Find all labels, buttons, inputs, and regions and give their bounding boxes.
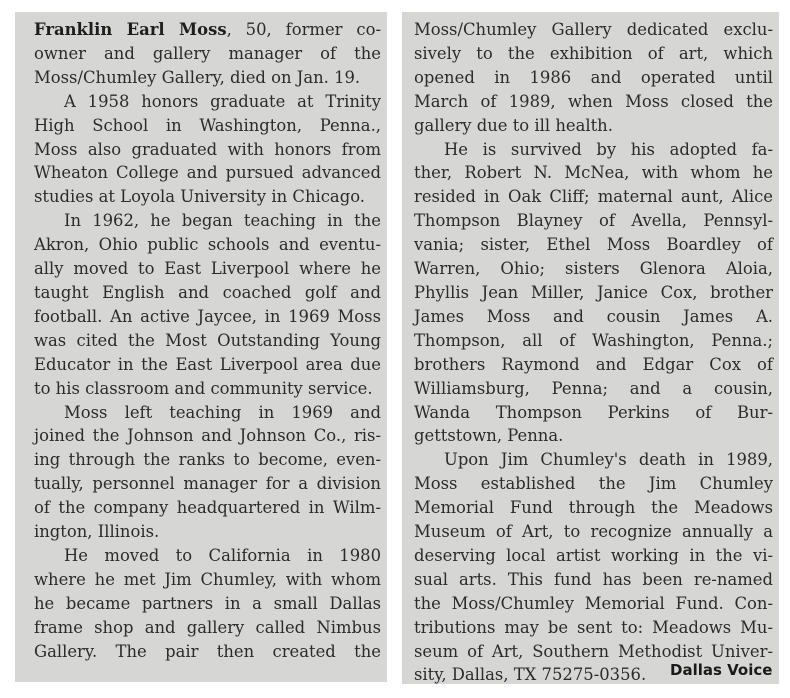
text-line: was cited the Most Outstanding Young xyxy=(34,330,381,350)
text-line: Williamsburg, Penna; and a cousin, xyxy=(414,378,773,398)
text-line: ington, Illinois. xyxy=(34,522,160,542)
text-line: taught English and coached golf and xyxy=(34,282,381,302)
text-line: ally moved to East Liverpool where he xyxy=(34,259,381,279)
text-line: Upon Jim Chumley's death in 1989, xyxy=(444,450,773,470)
text-line: Memorial Fund through the Meadows xyxy=(414,498,773,518)
text-line: Moss/Chumley Gallery, died on Jan. 19. xyxy=(34,67,361,87)
text-line: March of 1989, when Moss closed the xyxy=(414,91,773,111)
text-line: Moss established the Jim Chumley xyxy=(414,474,773,494)
text-line: football. An active Jaycee, in 1969 Moss xyxy=(34,306,381,326)
text-line: Thompson, all of Washington, Penna.; xyxy=(414,330,773,350)
text-line: High School in Washington, Penna., xyxy=(34,115,381,135)
text-line: Wanda Thompson Perkins of Bur- xyxy=(414,402,773,422)
text-line: tributions may be sent to: Meadows Mu- xyxy=(414,617,773,637)
source-watermark: Dallas Voice xyxy=(670,661,773,679)
text-line: He is survived by his adopted fa- xyxy=(444,139,773,159)
text-line: to his classroom and community service. xyxy=(34,378,373,398)
text-line: tually, personnel manager for a division xyxy=(34,474,381,494)
text-line: where he met Jim Chumley, with whom xyxy=(34,569,381,589)
text-line: ing through the ranks to become, even- xyxy=(34,450,381,470)
obituary-column-right xyxy=(402,12,779,684)
education-paragraph xyxy=(34,90,381,210)
text-line: He moved to California in 1980 xyxy=(64,545,381,565)
text-line: Wheaton College and pursued advanced xyxy=(34,163,381,183)
text-line: Gallery. The pair then created the xyxy=(34,641,381,661)
text-line: Moss left teaching in 1969 and xyxy=(64,402,381,422)
text-line: Moss also graduated with honors from xyxy=(34,139,381,159)
text-line: vania; sister, Ethel Moss Boardley of xyxy=(414,235,773,255)
text-line: Thompson Blayney of Avella, Pennsyl- xyxy=(414,211,773,231)
text-line: the Moss/Chumley Memorial Fund. Con- xyxy=(414,593,773,613)
text-line: ther, Robert N. McNea, with whom he xyxy=(414,163,773,183)
deceased-name: Franklin Earl Moss xyxy=(34,20,227,39)
text-line: gettstown, Penna. xyxy=(414,426,564,446)
text-line: A 1958 honors graduate at Trinity xyxy=(64,91,381,111)
text-line: resided in Oak Cliff; maternal aunt, Alice xyxy=(414,187,773,207)
text-line: James Moss and cousin James A. xyxy=(414,306,773,326)
career-paragraph xyxy=(34,401,381,544)
text-line: frame shop and gallery called Nimbus xyxy=(34,617,381,637)
text-line: opened in 1986 and operated until xyxy=(414,67,773,87)
text-line: deserving local artist working in the vi- xyxy=(414,545,773,565)
text-line: joined the Johnson and Johnson Co., ris- xyxy=(34,426,381,446)
text-line: sively to the exhibition of art, which xyxy=(414,43,773,63)
california-paragraph xyxy=(34,544,381,664)
text-line: In 1962, he began teaching in the xyxy=(64,211,381,231)
gallery-paragraph xyxy=(414,18,773,138)
text-line: Warren, Ohio; sisters Glenora Aloia, xyxy=(414,259,773,279)
text-line: Museum of Art, to recognize annually a xyxy=(414,522,773,542)
text-line: Franklin Earl Moss, 50, former co- xyxy=(34,20,381,39)
text-line: of the company headquartered in Wilm- xyxy=(34,498,381,518)
text-line: Akron, Ohio public schools and eventu- xyxy=(34,235,381,255)
text-line: he became partners in a small Dallas xyxy=(34,593,381,613)
teaching-paragraph xyxy=(34,209,381,400)
text-line: seum of Art, Southern Methodist Univer- xyxy=(414,641,773,661)
text-line: owner and gallery manager of the xyxy=(34,43,381,63)
lead-paragraph xyxy=(34,18,381,90)
memorial-fund-paragraph xyxy=(414,448,773,684)
text-line: gallery due to ill health. xyxy=(414,115,613,135)
text-line: Phyllis Jean Miller, Janice Cox, brother xyxy=(414,282,773,302)
survivors-paragraph xyxy=(414,138,773,449)
text-line: studies at Loyola University in Chicago. xyxy=(34,187,365,207)
text-line: sity, Dallas, TX 75275-0356. xyxy=(414,665,647,684)
text-line: brothers Raymond and Edgar Cox of xyxy=(414,354,773,374)
text-line: sual arts. This fund has been re-named xyxy=(414,569,773,589)
text-line: Educator in the East Liverpool area due xyxy=(34,354,381,374)
obituary-column-left xyxy=(15,12,387,682)
text-line: Moss/Chumley Gallery dedicated exclu- xyxy=(414,20,773,39)
